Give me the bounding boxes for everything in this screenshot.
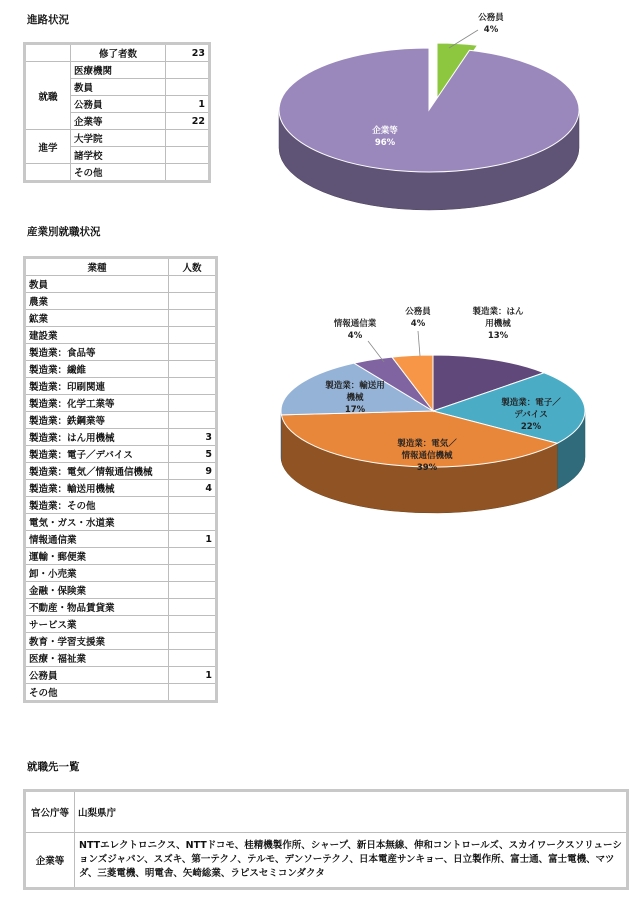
- pie-slice-label: 企業等 96%: [372, 126, 398, 148]
- government-value: 山梨県庁: [75, 791, 628, 833]
- industry-label: 製造業：輸送用機械: [25, 480, 169, 497]
- industry-label: 製造業：化学工業等: [25, 395, 169, 412]
- industry-label: 鉱業: [25, 310, 169, 327]
- industry-label: 製造業：繊維: [25, 361, 169, 378]
- completed-value: 23: [166, 44, 210, 62]
- industry-pie-chart: [281, 306, 585, 513]
- pie-slice-label: 公務員 4%: [478, 13, 504, 35]
- industry-count: 1: [169, 531, 217, 548]
- industry-label: 金融・保険業: [25, 582, 169, 599]
- industry-label: 製造業：電気／情報通信機械: [25, 463, 169, 480]
- header-count: 人数: [169, 258, 217, 276]
- industry-label: 製造業：はん用機械: [25, 429, 169, 446]
- leader-line: [418, 331, 420, 356]
- row-label: その他: [71, 164, 166, 182]
- career-section-title: 進路状況: [27, 14, 69, 26]
- industry-label: 建設業: [25, 327, 169, 344]
- pie-slice-label: 情報通信業 4%: [333, 319, 377, 341]
- industry-label: 情報通信業: [25, 531, 169, 548]
- industry-label: 公務員: [25, 667, 169, 684]
- industry-label: 製造業：鉄鋼業等: [25, 412, 169, 429]
- industry-count: 4: [169, 480, 217, 497]
- industry-label: 製造業：その他: [25, 497, 169, 514]
- industry-label: 不動産・物品賃貸業: [25, 599, 169, 616]
- career-pie-chart: [279, 12, 579, 210]
- row-label: 企業等: [71, 113, 166, 130]
- industry-label: 電気・ガス・水道業: [25, 514, 169, 531]
- industry-label: 医療・福祉業: [25, 650, 169, 667]
- row-label: 大学院: [71, 130, 166, 147]
- industry-count: 1: [169, 667, 217, 684]
- industry-label: 教員: [25, 276, 169, 293]
- industry-label: 教育・学習支援業: [25, 633, 169, 650]
- company-label: 企業等: [25, 833, 75, 889]
- employment-group-label: 就職: [25, 62, 71, 130]
- pie-slice: [279, 48, 579, 172]
- industry-label: その他: [25, 684, 169, 702]
- pie-slice-label: 製造業：電気／情報通信機械 39%: [397, 439, 457, 473]
- industry-label: 製造業：電子／デバイス: [25, 446, 169, 463]
- pie-slice-label: 公務員 4%: [405, 307, 431, 329]
- industry-count: 9: [169, 463, 217, 480]
- pie-slice-label: 製造業：輸送用機械 17%: [325, 381, 385, 415]
- completed-label: 修了者数: [71, 44, 166, 62]
- row-label: 教員: [71, 79, 166, 96]
- government-label: 官公庁等: [25, 791, 75, 833]
- company-value: NTTエレクトロニクス、NTTドコモ、桂精機製作所、シャープ、新日本無線、伸和コントロールズ、スカイワークスソリューションズジャパン、スズキ、第一テクノ、テルモ、デンソーテクノ、日本電産サンキョー、日立製作所、富士通、富士電機、マツダ、三菱電機、明電舎、矢崎総業、ラピスセミコンダクタ: [75, 833, 628, 889]
- industry-count: 5: [169, 446, 217, 463]
- industry-label: 農業: [25, 293, 169, 310]
- industry-label: サービス業: [25, 616, 169, 633]
- industry-label: 運輸・郵便業: [25, 548, 169, 565]
- industry-label: 製造業：食品等: [25, 344, 169, 361]
- industry-section-title: 産業別就職状況: [27, 226, 101, 238]
- row-label: 医療機関: [71, 62, 166, 79]
- row-value: 1: [166, 96, 210, 113]
- further-study-group-label: 進学: [25, 130, 71, 164]
- pie-slice-label: 製造業：電子／デバイス 22%: [501, 398, 561, 432]
- row-label: 諸学校: [71, 147, 166, 164]
- row-value: 22: [166, 113, 210, 130]
- row-label: 公務員: [71, 96, 166, 113]
- employer-section-title: 就職先一覧: [27, 761, 80, 773]
- pie-slice-label: 製造業：はん用機械 13%: [472, 307, 524, 341]
- industry-label: 卸・小売業: [25, 565, 169, 582]
- industry-label: 製造業：印刷関連: [25, 378, 169, 395]
- industry-count: 3: [169, 429, 217, 446]
- header-industry: 業種: [25, 258, 169, 276]
